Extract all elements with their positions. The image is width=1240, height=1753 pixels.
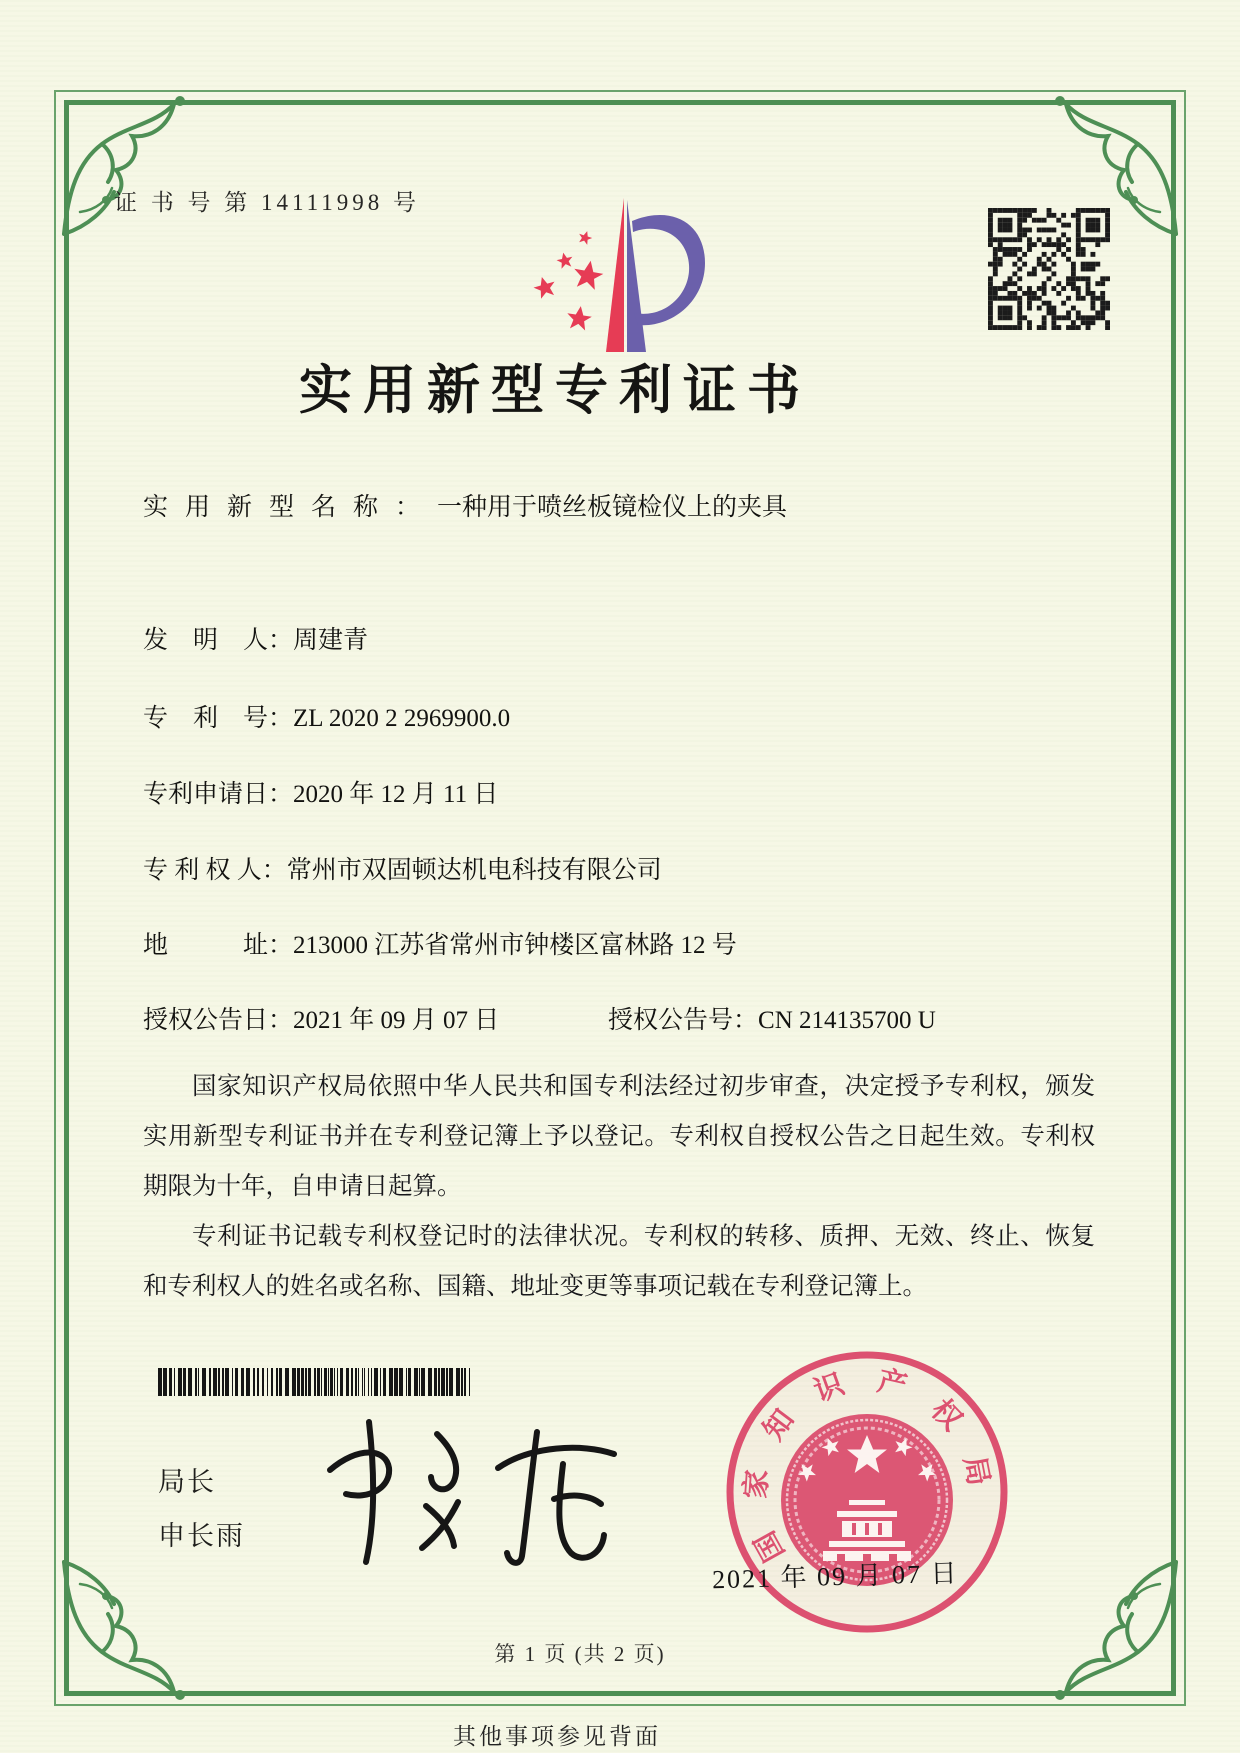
field-row-grant [143,1000,1103,1036]
corner-ornament-icon [56,92,206,242]
field-row-patent-number [143,698,1103,734]
seal-char: 局 [957,1453,995,1489]
field-label: 专 利 权 人： [143,857,287,884]
barcode [158,1368,476,1396]
corner-ornament-icon [1034,1554,1184,1704]
grant-number-group [608,1000,936,1036]
field-label: 发 明 人： [143,627,294,654]
page-indicator: 第 1 页 (共 2 页) [494,1642,666,1666]
grant-date-label: 授权公告日： [143,1007,294,1034]
field-label: 实用新型名称： [143,494,438,521]
field-row-filing-date [143,774,1103,810]
director-title: 局长 [158,1467,216,1497]
director-name: 申长雨 [158,1521,245,1551]
page-title: 实用新型专利证书 [299,362,811,420]
field-value: 一种用于喷丝板镜检仪上的夹具 [437,494,788,521]
field-row-inventor [143,620,1103,656]
legal-text [143,1062,1095,1312]
director-signature-icon [300,1406,645,1576]
legal-paragraph-1: 国家知识产权局依照中华人民共和国专利法经过初步审查，决定授予专利权，颁发实用新型专利证书并在专利登记簿上予以登记。专利权自授权公告之日起生效。专利权期限为十年，自申请日起算。 [143,1073,1095,1200]
field-value: 2020 年 12 月 11 日 [293,781,499,808]
seal-char: 权 [924,1393,968,1437]
field-value: 213000 江苏省常州市钟楼区富林路 12 号 [293,932,737,959]
grant-date-value: 2021 年 09 月 07 日 [293,1007,500,1034]
field-label: 专利申请日： [143,781,294,808]
seal-char: 国 [749,1525,792,1567]
seal-char: 家 [739,1468,774,1500]
field-value: 常州市双固顿达机电科技有限公司 [286,857,662,884]
seal-char: 产 [874,1365,910,1403]
field-row-utility-model-name [143,487,1103,523]
field-label: 专 利 号： [143,705,294,732]
back-note: 其他事项参见背面 [453,1724,661,1749]
corner-ornament-icon [56,1554,206,1704]
qr-code [988,208,1110,330]
seal-char: 知 [757,1403,801,1447]
field-value: ZL 2020 2 2969900.0 [293,705,511,732]
certificate-number: 证 书 号 第 14111998 号 [114,190,421,215]
field-value: 周建青 [293,627,369,654]
legal-paragraph-2: 专利证书记载专利权登记时的法律状况。专利权的转移、质押、无效、终止、恢复和专利权人的姓名或名称、国籍、地址变更等事项记载在专利登记簿上。 [143,1223,1095,1300]
cnipa-patent-logo-icon [455,176,705,356]
grant-number-label: 授权公告号： [608,1007,759,1034]
field-label: 地 址： [143,932,294,959]
seal-date: 2021 年 09 月 07 日 [711,1558,959,1595]
field-row-address [143,925,1103,961]
grant-number-value: CN 214135700 U [758,1007,936,1034]
seal-char: 识 [810,1368,849,1409]
field-row-patentee [143,850,1103,886]
